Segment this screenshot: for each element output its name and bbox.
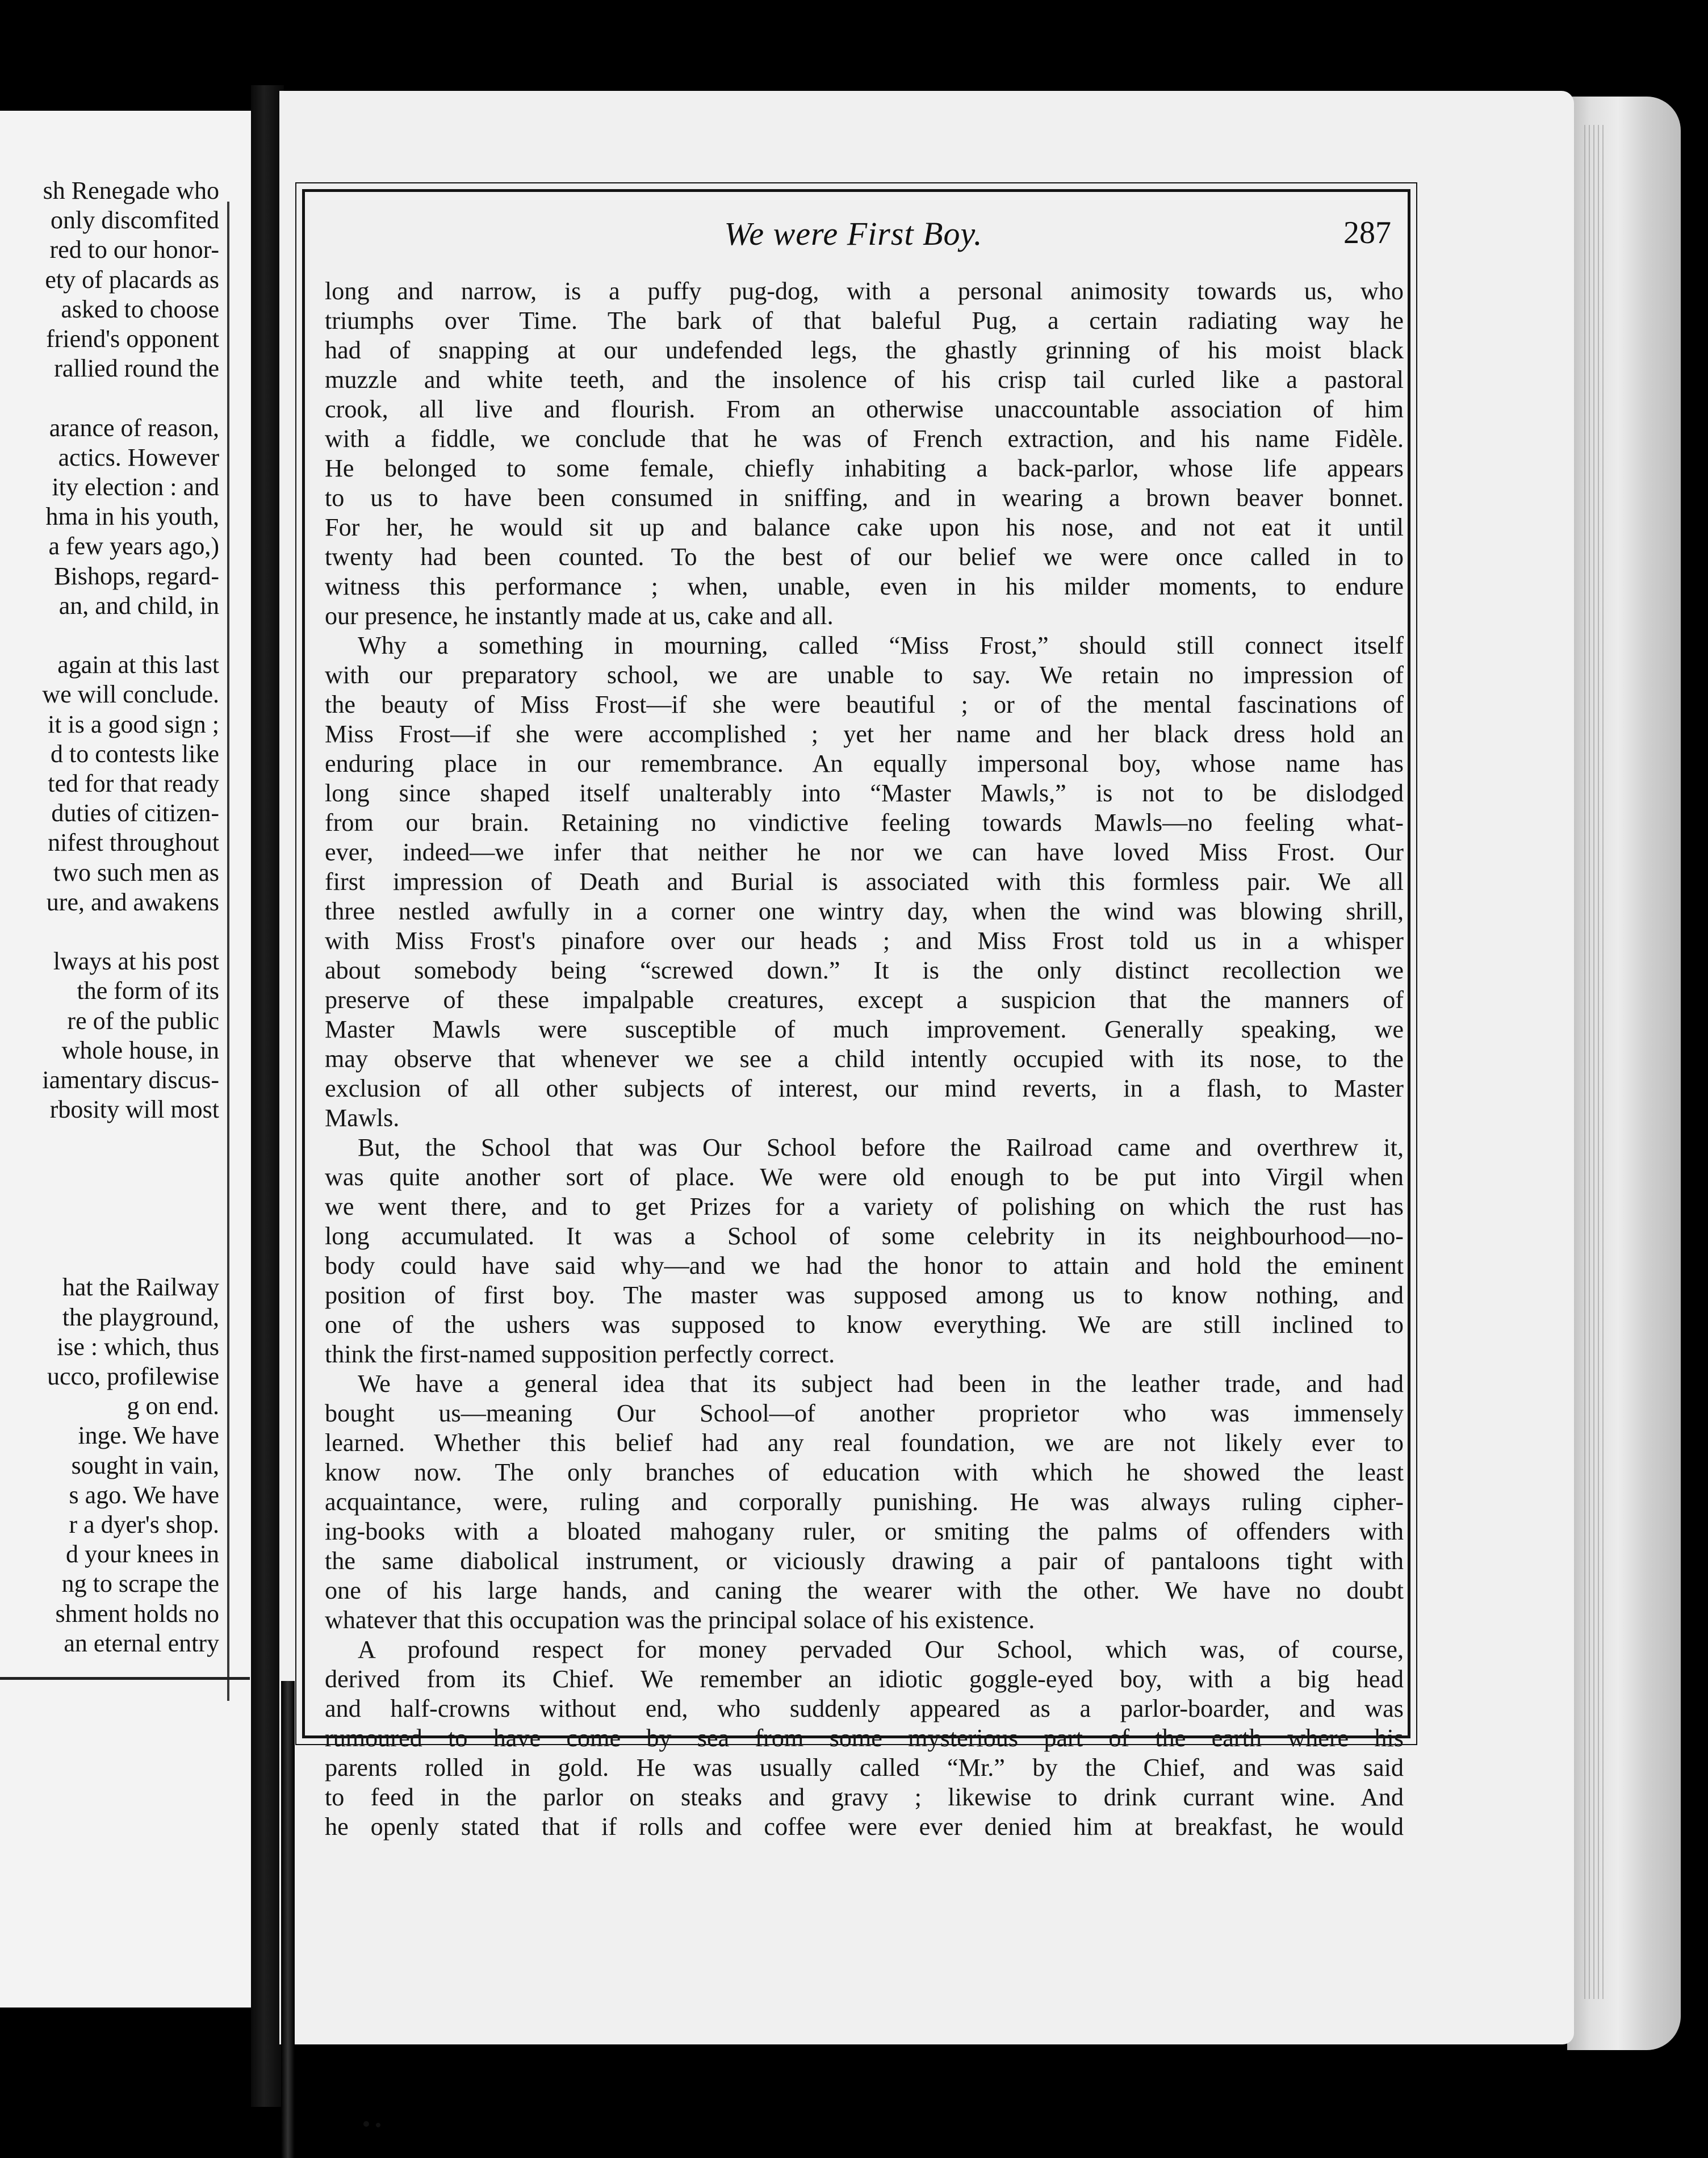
left-page-line: arance of reason, [49,413,219,442]
text-line: learned. Whether this belief had any real foundation, we are not likely ever to [325,1429,1404,1457]
text-line: one of the ushers was supposed to know everything. We are still inclined to [325,1311,1404,1339]
text-line: with Miss Frost's pinafore over our heads ; and Miss Frost told us in a whisper [325,927,1404,955]
left-page-line: ucco, profilewise [47,1362,219,1390]
left-page-line: a few years ago,) [48,532,219,561]
left-page-line: hma in his youth, [45,503,219,531]
text-line: triumphs over Time. The bark of that baleful Pug, a certain radiating way he [325,307,1404,334]
text-line: Miss Frost—if she were accomplished ; yet her name and her black dress hold an [325,720,1404,748]
left-page-line: r a dyer's shop. [69,1511,219,1538]
text-line: from our brain. Retaining no vindictive feeling towards Mawls—no feeling what- [325,809,1404,837]
left-page-line: the playground, [62,1303,219,1331]
left-page-line: Bishops, regard- [54,562,219,590]
page-number: 287 [1343,215,1391,250]
text-line: parents rolled in gold. He was usually called “Mr.” by the Chief, and was said [325,1754,1404,1781]
text-line: was quite another sort of place. We were old enough to be put into Virgil when [325,1163,1404,1191]
left-page-line: sought in vain, [71,1451,219,1479]
left-page-line: shment holds no [55,1599,219,1628]
text-line: Mawls. [325,1104,400,1132]
text-line: and half-crowns without end, who suddenly appeared as a parlor-boarder, and was [325,1695,1404,1722]
left-page-line: friend's opponent [46,325,219,353]
binding-crease [281,1681,295,2158]
text-line: long since shaped itself unalterably into “Master Mawls,” is not to be dislodged [325,779,1404,807]
left-page-line: an eternal entry [64,1629,219,1657]
left-page-line: ity election : and [52,473,219,501]
text-line: A profound respect for money pervaded Our School, which was, of course, [358,1636,1404,1663]
left-page-line: nifest throughout [48,829,219,857]
text-line: first impression of Death and Burial is associated with this formless pair. We all [325,868,1404,896]
left-page-line: two such men as [53,858,219,886]
text-line: to us to have been consumed in sniffing, and in wearing a brown beaver bonnet. [325,484,1404,512]
left-page [0,111,251,2008]
text-line: rumoured to have come by sea from some mysterious part of the earth where his [325,1724,1404,1752]
text-line: long and narrow, is a puffy pug-dog, with a personal animosity towards us, who [325,277,1404,305]
left-page-line: hat the Railway [62,1273,219,1302]
left-page-line: rbosity will most [49,1095,219,1124]
text-line: enduring place in our remembrance. An equally impersonal boy, whose name has [325,750,1404,777]
text-line: witness this performance ; when, unable, even in his milder moments, to endure [325,572,1404,600]
left-page-bottom-rule [0,1677,250,1680]
text-line: For her, he would sit up and balance cake upon his nose, and not eat it until [325,513,1404,541]
left-page-line: it is a good sign ; [48,710,219,738]
text-line: muzzle and white teeth, and the insolence of his crisp tail curled like a pastoral [325,366,1404,394]
text-line: with our preparatory school, we are unable to say. We retain no impression of [325,661,1404,689]
body-text [325,277,1404,1842]
text-line: one of his large hands, and caning the wearer with the other. We have no doubt [325,1576,1404,1604]
left-page-line: ety of placards as [45,265,219,294]
text-line: long accumulated. It was a School of some celebrity in its neighbourhood—no- [325,1222,1404,1250]
text-line: the beauty of Miss Frost—if she were beautiful ; or of the mental fascinations of [325,691,1404,718]
text-line: whatever that this occupation was the principal solace of his existence. [325,1606,1035,1634]
left-page-line: re of the public [67,1006,219,1035]
left-page-frame-rule [227,202,229,1701]
text-line: know now. The only branches of education with which he showed the least [325,1458,1404,1486]
text-line: three nestled awfully in a corner one wintry day, when the wind was blowing shrill, [325,897,1404,925]
left-page-line: iamentary discus- [42,1066,219,1094]
text-line: the same diabolical instrument, or viciously drawing a pair of pantaloons tight with [325,1547,1404,1575]
left-page-line: s ago. We have [69,1481,219,1509]
text-line: But, the School that was Our School before the Railroad came and overthrew it, [358,1134,1404,1161]
left-page-line: inge. We have [78,1421,219,1450]
text-line: exclusion of all other subjects of interest, our mind reverts, in a flash, to Master [325,1074,1404,1102]
page-header [302,215,1405,266]
text-line: crook, all live and flourish. From an otherwise unaccountable association of him [325,395,1404,423]
text-line: We have a general idea that its subject had been in the leather trade, and had [358,1370,1404,1398]
left-page-line: d to contests like [51,739,219,768]
left-page-line: g on end. [127,1392,219,1420]
left-page-line: sh Renegade who [43,177,219,204]
text-line: twenty had been counted. To the best of our belief we were once called in to [325,543,1404,571]
text-line: to feed in the parlor on steaks and gravy ; likewise to drink currant wine. And [325,1783,1404,1811]
text-line: body could have said why—and we had the honor to attain and hold the eminent [325,1252,1404,1279]
paper-speck [363,2121,369,2127]
left-page-line: d your knees in [65,1540,219,1569]
left-page-line: red to our honor- [49,236,219,264]
left-page-line: only discomfited [51,206,219,235]
left-page-line: ted for that ready [48,769,219,797]
text-line: position of first boy. The master was supposed among us to know nothing, and [325,1281,1404,1309]
text-line: our presence, he instantly made at us, cake and all. [325,602,834,630]
left-page-line: we will conclude. [42,680,219,709]
text-line: Master Mawls were susceptible of much improvement. Generally speaking, we [325,1015,1404,1043]
left-page-line: whole house, in [61,1036,219,1064]
left-page-line: ure, and awakens [46,888,219,916]
left-page-line: asked to choose [61,295,219,323]
text-line: he openly stated that if rolls and coffee were ever denied him at breakfast, he would [325,1813,1404,1841]
left-page-line: again at this last [57,651,219,679]
text-line: derived from its Chief. We remember an idiotic goggle-eyed boy, with a big head [325,1665,1404,1693]
page-edge-lines [1584,125,1607,1999]
text-line: with a fiddle, we conclude that he was of French extraction, and his name Fidèle. [325,425,1404,453]
left-page-line: duties of citizen- [51,799,219,827]
left-page-line: actics. However [58,443,219,471]
text-line: ever, indeed—we infer that neither he nor we can have loved Miss Frost. Our [325,838,1404,866]
text-line: we went there, and to get Prizes for a variety of polishing on which the rust has [325,1193,1404,1220]
left-page-line: the form of its [77,977,219,1005]
left-page-line: ise : which, thus [57,1332,219,1361]
text-line: ing-books with a bloated mahogany ruler, or smiting the palms of offenders with [325,1517,1404,1545]
left-page-line: lways at his post [53,947,219,976]
text-line: about somebody being “screwed down.” It is the only distinct recollection we [325,956,1404,984]
text-line: bought us—meaning Our School—of another proprietor who was immensely [325,1399,1404,1427]
paper-speck [376,2123,380,2127]
text-line: He belonged to some female, chiefly inhabiting a back-parlor, whose life appears [325,454,1404,482]
text-line: preserve of these impalpable creatures, except a suspicion that the manners of [325,986,1404,1014]
left-page-line: rallied round the [54,354,219,383]
text-line: acquaintance, were, ruling and corporally punishing. He was always ruling cipher- [325,1488,1404,1516]
text-line: had of snapping at our undefended legs, the ghastly grinning of his moist black [325,336,1404,364]
running-title: We were First Boy. [724,215,983,252]
text-line: Why a something in mourning, called “Miss Frost,” should still connect itself [358,631,1404,659]
text-line: think the first-named supposition perfectly correct. [325,1340,835,1368]
text-line: may observe that whenever we see a child intently occupied with its nose, to the [325,1045,1404,1073]
left-page-line: ng to scrape the [61,1570,219,1598]
left-page-line: an, and child, in [58,591,219,620]
